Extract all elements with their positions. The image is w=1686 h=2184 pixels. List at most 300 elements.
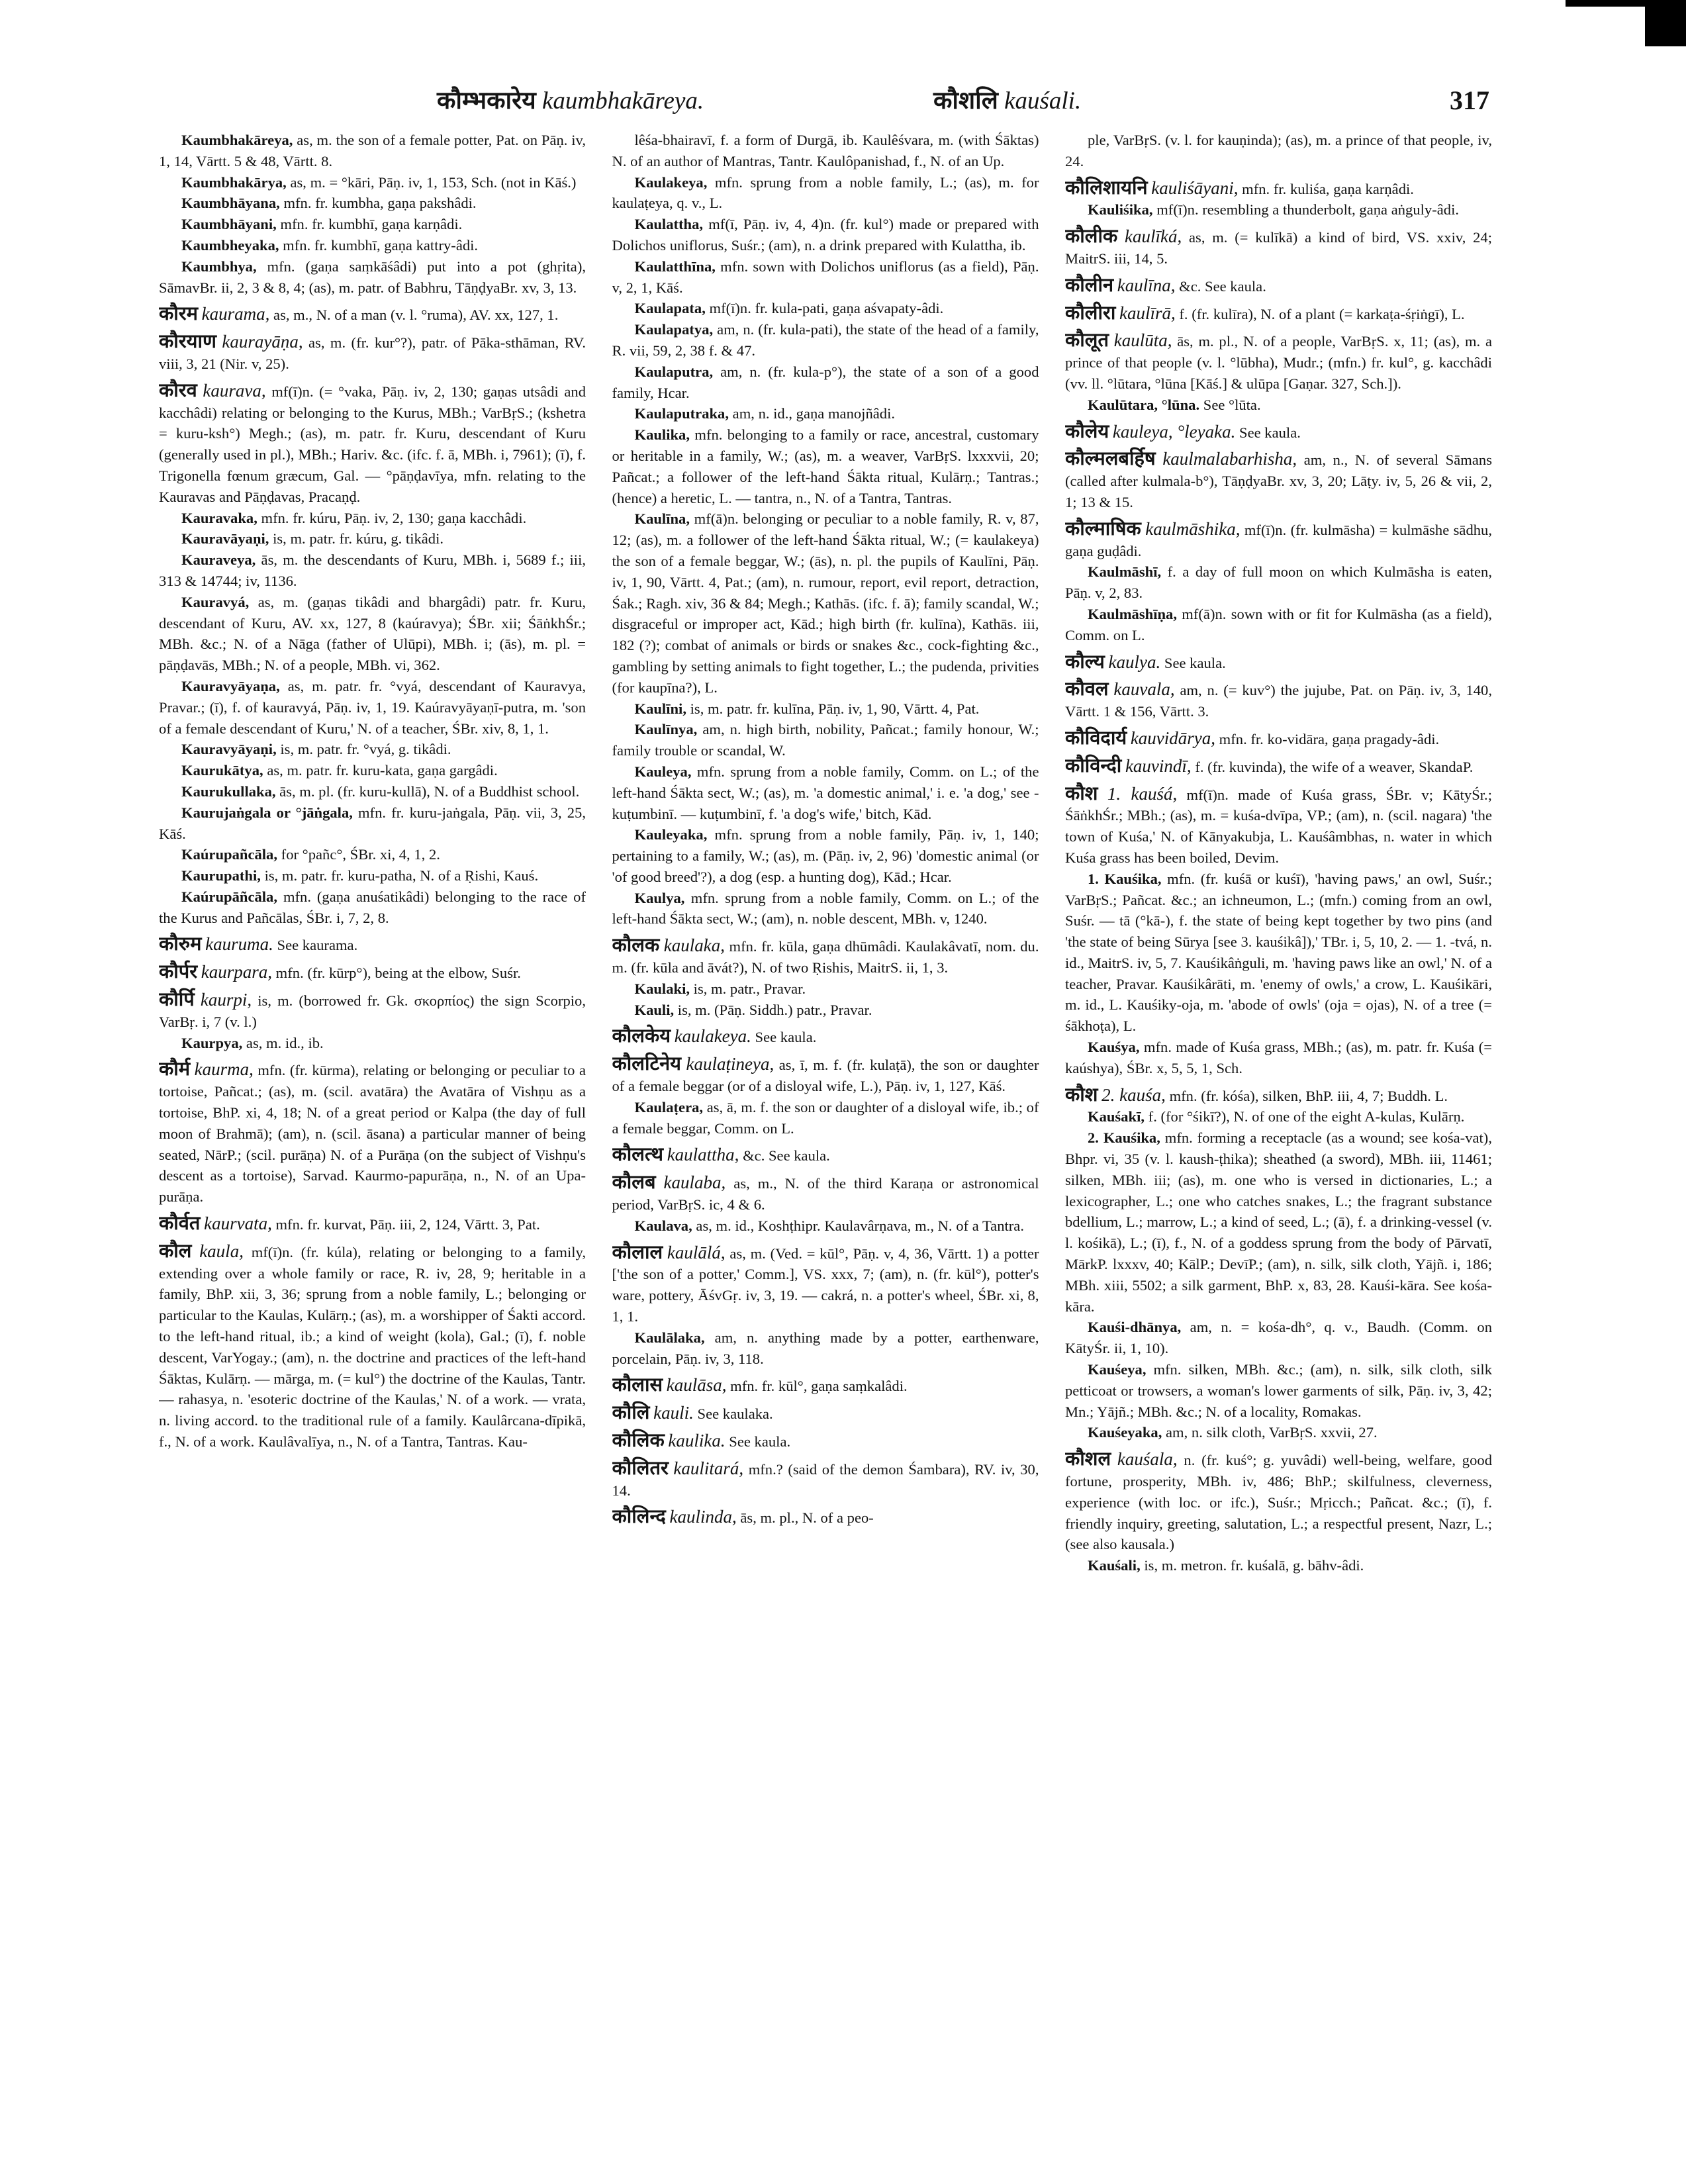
entry-headword: Kaúrupañcāla,	[181, 846, 278, 863]
entry-headword: Kaurujaṅgala or °jāṅgala,	[181, 804, 353, 821]
entry-body: mfn. fr. kumbhī, gaṇa karṇâdi.	[276, 216, 463, 233]
entry-devanagari: कौर्पि	[159, 988, 195, 1011]
entry-lemma: kaula,	[199, 1241, 244, 1261]
entry-body: is, m. (borrowed fr. Gk. σκορπίος) the sign Scorpio, VarBṛ. i, 7 (v. l.)	[159, 992, 586, 1030]
entry-body: mf(ī)n. fr. kula-pati, gaṇa aśvapaty-âdi.	[705, 300, 944, 317]
entry-devanagari: कौलिशायनि	[1065, 175, 1148, 199]
entry-lemma: kauvidārya,	[1130, 728, 1216, 748]
entry-lemma: kauśala,	[1117, 1449, 1178, 1470]
dictionary-entry	[612, 403, 1039, 424]
head-left-devanagari: कौम्भकारेय	[437, 86, 536, 115]
dictionary-entry	[612, 256, 1039, 299]
dictionary-entry-main	[1065, 303, 1492, 325]
entry-headword: Kaurpya,	[181, 1034, 243, 1051]
dictionary-entry-main	[1065, 1448, 1492, 1555]
entry-lemma: kaulattha,	[667, 1145, 739, 1165]
entry-headword: Kaumbheyaka,	[181, 236, 279, 254]
entry-lemma: kaurava,	[203, 380, 266, 401]
dictionary-entry	[1065, 199, 1492, 220]
entry-headword: Kaulaki,	[634, 980, 690, 997]
entry-headword: Kauravāyaṇi,	[181, 530, 269, 547]
entry-body: mfn. fr. ko-vidāra, gaṇa pragady-âdi.	[1215, 730, 1440, 747]
entry-body: mfn. fr. kuru-jaṅgala, Pāṇ. vii, 3, 25, Kāś.	[159, 804, 586, 842]
dictionary-entry-main	[1065, 1084, 1492, 1107]
entry-body: am, n., N. of several Sāmans (called after kulmala-b°), TāṇḍyaBr. xv, 3, 20; Lāṭy. iv, 5, 26 & vii, 2, 1; 13 & 15.	[1065, 451, 1492, 510]
entry-devanagari: कौलास	[612, 1373, 663, 1396]
entry-lemma: kaulakeya.	[674, 1026, 751, 1047]
dictionary-entry	[159, 528, 586, 549]
entry-body: for °pañc°, ŚBr. xi, 4, 1, 2.	[277, 846, 440, 863]
entry-body: as, m. id., Koshṭhipr. Kaulavârṇava, m., N. of a Tantra.	[692, 1217, 1024, 1234]
entry-body: is, m. patr. fr. kulīna, Pāṇ. iv, 1, 90, Vārtt. 4, Pat.	[686, 700, 980, 717]
dictionary-entry	[159, 886, 586, 929]
dictionary-entry	[1065, 1106, 1492, 1127]
entry-devanagari: कौलीरा	[1065, 301, 1116, 324]
entry-headword: Kauleyaka,	[634, 826, 708, 843]
entry-body: See kaurama.	[273, 937, 358, 954]
entry-body: as, m. (Ved. = kūl°, Pāṇ. v, 4, 36, Vārtt. 1) a potter ['the son of a potter,' Comm.], VS. xxx, 7; (am), n. (fr. kūl°), potter's ware, pottery, ĀśvGṛ. iv, 3, 19. — cakrá, n. a potter's wheel, ŚBr. xi, 8, 1, 1.	[612, 1245, 1039, 1325]
entry-headword: Kauśi-dhānya,	[1088, 1319, 1182, 1336]
entry-body: f. (for °śikī?), N. of one of the eight A-kulas, Kulārṇ.	[1145, 1108, 1465, 1125]
dictionary-entry-main	[159, 1241, 586, 1452]
entry-headword: Kaulmāshī,	[1088, 563, 1162, 581]
dictionary-entry	[1065, 1422, 1492, 1443]
entry-body: as, m. (gaṇas tikâdi and bhargâdi) patr. fr. Kuru, descendant of Kuru, AV. xx, 127, 8 (kaúravya); ŚBr. xii; ŚāṅkhŚr.; MBh. &c.; N. of a Nāga (father of Ulūpi), MBh. i; (ās), m. pl. = pāṇḍavās, MBh.; N. of a people, MBh. vi, 362.	[159, 593, 586, 674]
entry-body: mf(ī)n. (fr. kulmāsha) = kulmāshe sādhu, gaṇa guḍâdi.	[1065, 521, 1492, 559]
entry-body: mfn. (gaṇa saṃkāśâdi) put into a pot (ghṛita), SāmavBr. ii, 2, 3 & 8, 4; (as), m. patr. of Babhru, TāṇḍyaBr. xv, 3, 13.	[159, 258, 586, 296]
dictionary-entry	[612, 172, 1039, 214]
entry-headword: Kaulakeya,	[634, 173, 708, 191]
entry-headword: Kauravaka,	[181, 509, 258, 526]
entry-body: mfn. sprung from a noble family, Comm. on L.; of the left-hand Śākta sect, W.; (as), m. 'a domestic animal,' i. e. 'a dog,' see -kuṭumbinī. — kuṭumbinī, f. 'a dog's wife,' bitch, Kād.	[612, 763, 1039, 822]
entry-headword: 1. Kauśika,	[1088, 870, 1162, 887]
dictionary-entry-main	[1065, 651, 1492, 674]
entry-lemma: kaulīká,	[1125, 226, 1182, 247]
entry-headword: Kaulīnya,	[634, 721, 698, 738]
entry-body: mf(ī)n. (fr. kúla), relating or belonging to a family, extending over a whole family or race, R. iv, 28, 9; heritable in a family, BhP. xii, 3, 36; sprung from a noble family, L.; belonging or particular to the Kaulas, Kulārṇ.; (as), m. a worshipper of Śakti accord. to the left-hand ritual, ib.; a kind of weight (kola), Gal.; (ī), f. noble descent, VarYogay.; (am), n. the doctrine and practices of the left-hand Śāktas, Kulārṇ. — mārga, m. (= kul°) the doctrine of the Kaulas, Tantr. — rahasya, n. 'esoteric doctrine of the Kaulas,' N. of a work. — vrata, n. living accord. to the traditional rule of a family. Kaulârcana-dīpikā, f., N. of a work. Kaulâvalīya, n., N. of a Tantra, Tantras. Kau-	[159, 1243, 586, 1450]
dictionary-entry	[1065, 604, 1492, 646]
dictionary-entry-main	[1065, 330, 1492, 394]
entry-headword: Kaumbhakārya,	[181, 173, 287, 191]
dictionary-entry	[612, 824, 1039, 887]
entry-headword: 2. Kauśika,	[1088, 1129, 1160, 1147]
dictionary-entry-main	[612, 1506, 1039, 1529]
head-left	[437, 81, 704, 121]
entry-body: mfn. fr. kūla, gaṇa dhūmâdi. Kaulakâvatī, nom. du. m. (fr. kūla and āvát?), N. of two Ṛishis, MaitrS. ii, 1, 3.	[612, 938, 1039, 976]
entry-body: mf(ī)n. made of Kuśa grass, ŚBr. v; KātyŚr.; ŚāṅkhŚr.; MBh.; (as), m. = kuśa-dvīpa, VP.; (am), n. (scil. nagara) 'the town of Kuśa,' N. of Kānyakubja, L. Kauśâmbhas, n. water in which Kuśa grass has been boiled, Devim.	[1065, 786, 1492, 866]
entry-body: mfn. sprung from a noble family, Pāṇ. iv, 1, 140; pertaining to a family, W.; (as), m. (Pāṇ. iv, 2, 96) 'domestic animal (or 'of good breed'?), a dog (esp. a hunting dog), Kād.; Hcar.	[612, 826, 1039, 885]
entry-headword: Kaúrupāñcāla,	[181, 888, 278, 905]
entry-body: as, ā, m. f. the son or daughter of a disloyal wife, ib.; of a female beggar, Comm. on L.	[612, 1098, 1039, 1137]
entry-body: is, m. metron. fr. kuśalā, g. bāhv-âdi.	[1140, 1557, 1364, 1574]
entry-devanagari: कौश	[1065, 1082, 1098, 1106]
entry-lemma: kaulinda,	[669, 1507, 737, 1527]
entry-body: mfn. (fr. kóśa), silken, BhP. iii, 4, 7; Buddh. L.	[1165, 1087, 1448, 1104]
dictionary-entry-main	[1065, 783, 1492, 869]
entry-body: am, n. (fr. kula-pati), the state of the head of a family, R. vii, 59, 2, 38 f. & 47.	[612, 321, 1039, 359]
dictionary-entry	[1065, 130, 1492, 172]
entry-devanagari: कौलूत	[1065, 328, 1109, 352]
dictionary-columns	[159, 130, 1492, 2162]
entry-lemma: kaulya.	[1108, 651, 1161, 672]
entry-lemma: kaulaṭineya,	[686, 1054, 774, 1074]
entry-lemma: kauruma.	[205, 934, 273, 955]
entry-devanagari: कौर्वत	[159, 1211, 201, 1235]
dictionary-entry	[1065, 1127, 1492, 1317]
entry-body: as, m. patr. fr. kuru-kata, gaṇa gargâdi.	[263, 762, 498, 779]
entry-headword: Kauśeyaka,	[1088, 1424, 1162, 1441]
entry-body: mfn. sprung from a noble family, L.; (as), m. for kaulaṭeya, q. v., L.	[612, 173, 1039, 212]
entry-body: mfn. fr. kūl°, gaṇa saṃkalâdi.	[726, 1378, 908, 1395]
entry-lemma: kaulmalabarhisha,	[1162, 449, 1297, 469]
dictionary-entry-main	[612, 1053, 1039, 1097]
dictionary-entry-main	[612, 1025, 1039, 1048]
entry-body: mfn. (fr. kūrp°), being at the elbow, Suśr.	[272, 965, 521, 982]
dictionary-entry-main	[159, 331, 586, 375]
entry-body: mfn.? (said of the demon Śambara), RV. iv, 30, 14.	[612, 1460, 1039, 1499]
dictionary-entry-main	[1065, 755, 1492, 778]
entry-headword: Kauleya,	[634, 763, 692, 780]
entry-body: is, m. patr., Pravar.	[690, 980, 806, 997]
entry-body: am, n. high birth, nobility, Pañcat.; family honour, W.; family trouble or scandal, W.	[612, 721, 1039, 759]
dictionary-entry	[159, 676, 586, 739]
entry-headword: Kauliśika,	[1088, 201, 1153, 218]
entry-body: ple, VarBṛS. (v. l. for kauṇinda); (as), m. a prince of that people, iv, 24.	[1065, 132, 1492, 169]
dictionary-entry-main	[159, 303, 586, 326]
entry-body: mfn. fr. kumbhī, gaṇa kattry-âdi.	[279, 236, 479, 254]
entry-lemma: kaulāsa,	[666, 1375, 727, 1396]
dictionary-entry-main	[1065, 728, 1492, 750]
entry-body: am, n. anything made by a potter, earthenware, porcelain, Pāṇ. iv, 3, 118.	[612, 1329, 1039, 1367]
dictionary-entry	[612, 1000, 1039, 1021]
entry-headword: Kaumbhāyani,	[181, 216, 277, 233]
dictionary-entry-main	[1065, 226, 1492, 269]
entry-lemma: kaulaba,	[663, 1172, 726, 1193]
entry-headword: Kaulīna,	[634, 510, 690, 528]
entry-headword: Kaumbhāyana,	[181, 195, 280, 212]
dictionary-entry-main	[159, 380, 586, 508]
entry-body: See °lūta.	[1199, 396, 1261, 413]
entry-body: am, n. = kośa-dh°, q. v., Baudh. (Comm. on KātyŚr. ii, 1, 10).	[1065, 1319, 1492, 1357]
dictionary-entry-main	[612, 1242, 1039, 1327]
dictionary-entry-main	[159, 961, 586, 984]
entry-body: mfn. (gaṇa anuśatikâdi) belonging to the race of the Kurus and Pañcālas, ŚBr. i, 7, 2, 8.	[159, 888, 586, 926]
entry-devanagari: कौल्माषिक	[1065, 516, 1141, 540]
dictionary-entry	[612, 424, 1039, 508]
entry-body: mfn. fr. kumbha, gaṇa pakshâdi.	[279, 195, 477, 212]
dictionary-entry-main	[159, 1059, 586, 1208]
dictionary-entry-main	[612, 1144, 1039, 1166]
entry-lemma: kaulika.	[668, 1431, 726, 1451]
entry-devanagari: कौरुम	[159, 932, 202, 955]
entry-headword: Kauśya,	[1088, 1039, 1140, 1056]
entry-headword: Kauśali,	[1088, 1557, 1141, 1574]
entry-body: mfn. fr. kurvat, Pāṇ. iii, 2, 124, Vārtt. 3, Pat.	[271, 1216, 540, 1233]
entry-body: mfn. sown with Dolichos uniflorus (as a field), Pāṇ. v, 2, 1, Kāś.	[612, 258, 1039, 296]
entry-body: as, m. patr. fr. °vyá, descendant of Kauravya, Pravar.; (ī), f. of kauravyá, Pāṇ. iv, 1, 19. Kaúravyāyaṇī-putra, m. 'son of a female descendant of Kuru,' N. of a teacher, ŚBr. xiv, 8, 1, 1.	[159, 677, 586, 737]
entry-body: as, m. (fr. kur°?), patr. of Pāka-sthāman, RV. viii, 3, 21 (Nir. v, 25).	[159, 334, 586, 372]
entry-lemma: kauli.	[653, 1403, 694, 1423]
entry-devanagari: कौलिक	[612, 1429, 665, 1452]
entry-headword: Kaurukātya,	[181, 762, 263, 779]
dictionary-entry	[1065, 395, 1492, 416]
dictionary-entry	[159, 235, 586, 256]
entry-lemma: kaurpi,	[200, 990, 252, 1010]
running-head	[165, 81, 1489, 120]
entry-lemma: kauliśāyani,	[1151, 177, 1239, 198]
dictionary-entry	[159, 802, 586, 845]
entry-lemma: kaulīrā,	[1119, 303, 1176, 323]
dictionary-entry	[159, 1033, 586, 1054]
entry-body: am, n. (fr. kula-p°), the state of a son of a good family, Hcar.	[612, 363, 1039, 401]
dictionary-entry	[612, 888, 1039, 930]
dictionary-entry	[159, 256, 586, 299]
dictionary-entry	[159, 508, 586, 529]
entry-lemma: kaurpara,	[201, 962, 273, 982]
dictionary-entry	[612, 1097, 1039, 1139]
entry-devanagari: कौलक	[612, 933, 660, 957]
dictionary-entry-main	[612, 1402, 1039, 1425]
entry-headword: Kaurukullaka,	[181, 783, 276, 800]
entry-headword: Kaulālaka,	[634, 1329, 705, 1346]
dictionary-entry-main	[612, 935, 1039, 978]
entry-body: ās, m. pl., N. of a peo-	[736, 1509, 874, 1527]
entry-body: lêśa-bhairavī, f. a form of Durgā, ib. Kaulêśvara, m. (with Śāktas) N. of an author of Mantras, Tantr. Kaulôpanishad, f., N. of an Up.	[612, 132, 1039, 169]
entry-body: &c. See kaula.	[1175, 277, 1266, 295]
entry-headword: Kaulapatya,	[634, 321, 714, 338]
entry-body: am, n. silk cloth, VarBṛS. xxvii, 27.	[1162, 1424, 1378, 1441]
entry-body: See kaulaka.	[693, 1405, 773, 1423]
entry-lemma: kaurayāṇa,	[222, 332, 303, 352]
head-right-roman: kauśali.	[1004, 87, 1082, 115]
entry-devanagari: कौलिन्द	[612, 1505, 666, 1528]
head-right-devanagari: कौशलि	[933, 86, 998, 115]
entry-body: mfn. (fr. kuśā or kuśī), 'having paws,' an owl, Suśr.; VarBṛS.; Pañcat. &c.; an ichneumon, L.; (mfn.) coming from an owl, Suśr. — tā (°kā-), f. the state of being kept together by two pins (and 'the state of being Sūrya [see 3. kauśikâ]),' TBr. i, 5, 10, 2. — 1. -tvá, n. id., MaitrS. iv, 5, 7. Kauśikâṅguli, m. 'having paws like an owl,' N. of a teacher, Pravar. Kauśikârāti, m. 'enemy of owls,' a crow, L. Kauśikāri, m. id., L. Kauśiky-oja, m. 'abode of owls' (oja = ojas), N. of a tree (= śākhoṭa), L.	[1065, 870, 1492, 1035]
entry-devanagari: कौरम	[159, 302, 198, 325]
entry-headword: Kauravyá,	[181, 593, 250, 610]
dictionary-entry-main	[1065, 679, 1492, 722]
entry-body: as, m., N. of the third Karaṇa or astronomical period, VarBṛS. ic, 4 & 6.	[612, 1175, 1039, 1213]
dictionary-entry-main	[612, 1172, 1039, 1215]
entry-body: mfn. silken, MBh. &c.; (am), n. silk, silk cloth, silk petticoat or trowsers, a woman's lower garments of silk, Pāṇ. iv, 3, 42; Mn.; Yājñ.; MBh. &c.; N. of a locality, Romakas.	[1065, 1361, 1492, 1420]
entry-headword: Kaulya,	[634, 889, 685, 906]
dictionary-entry-main	[159, 1213, 586, 1235]
dictionary-entry	[159, 549, 586, 592]
entry-headword: Kaulatthīna,	[634, 258, 716, 275]
entry-devanagari: कौर्म	[159, 1057, 191, 1080]
dictionary-entry-main	[159, 989, 586, 1033]
dictionary-entry-main	[1065, 177, 1492, 200]
dictionary-entry	[1065, 1317, 1492, 1359]
entry-lemma: kaurma,	[194, 1059, 254, 1080]
entry-devanagari: कौशल	[1065, 1447, 1111, 1470]
dictionary-entry	[612, 130, 1039, 172]
scan-edge-bar	[1645, 0, 1686, 46]
entry-headword: Kauraveya,	[181, 551, 256, 569]
entry-headword: Kaulapata,	[634, 300, 706, 317]
dictionary-entry	[1065, 1037, 1492, 1079]
entry-body: mf(ī)n. (= °vaka, Pāṇ. iv, 2, 130; gaṇas utsâdi and kacchâdi) relating or belonging to the Kurus, MBh.; VarBṛS.; (kshetra = kuru-ksh°) Megh.; (as), m. patr. fr. Kuru, descendant of Kuru (generally used in pl.), MBh.; Hariv. &c. (ifc. f. ā, MBh. i, 7961); (ī), f. Trigonella fœnum græcum, Gal. — °pāṇḍavīya, mfn. relating to the Kauravas and Pāṇḍavas, Pracaṇḍ.	[159, 383, 586, 505]
entry-body: f. (fr. kulīra), N. of a plant (= karkaṭa-śṛiṅgī), L.	[1175, 305, 1465, 322]
entry-devanagari: कौविन्दी	[1065, 753, 1122, 777]
entry-devanagari: कौलटिनेय	[612, 1052, 681, 1075]
dictionary-entry	[612, 978, 1039, 1000]
entry-lemma: kaulālá,	[667, 1242, 726, 1262]
page-number: 317	[1450, 85, 1489, 115]
entry-body: mf(ā)n. belonging or peculiar to a noble family, R. v, 87, 12; (as), m. a follower of the left-hand Śākta ritual, W.; (= kaulakeya) the son of a female beggar, W.; (ās), n. pl. the pupils of Kaulīni, Pāṇ. iv, 1, 90, Vārtt. 4, Pat.; (am), n. rumour, report, evil report, detraction, Śak.; Ragh. xiv, 36 & 84; Megh.; Kathās. (ifc. f. ā); family scandal, W.; disgraceful or improper act, Kād.; high birth (fr. kulīna), Kathās. iii, 182 (?); combat of animals or birds or snakes &c., cock-fighting &c., gambling by setting animals to fight together, L.; the pudenda, privities (for kaupīna?), L.	[612, 510, 1039, 696]
entry-body: ās, m. pl. (fr. kuru-kullā), N. of a Buddhist school.	[275, 783, 580, 800]
entry-body: am, n. id., gaṇa manojñâdi.	[729, 405, 895, 422]
dictionary-entry-main	[1065, 275, 1492, 297]
entry-body: mf(ī)n. resembling a thunderbolt, gaṇa aṅguly-âdi.	[1152, 201, 1459, 218]
dictionary-entry	[159, 172, 586, 193]
entry-body: as, m. = °kāri, Pāṇ. iv, 1, 153, Sch. (not in Kāś.)	[286, 173, 577, 191]
dictionary-entry	[612, 319, 1039, 361]
entry-lemma: kaulitará,	[673, 1458, 744, 1478]
dictionary-entry-main	[1065, 518, 1492, 562]
dictionary-entry-main	[612, 1458, 1039, 1501]
column-3	[1065, 130, 1492, 2162]
dictionary-entry	[159, 193, 586, 214]
entry-devanagari: कौरयाण	[159, 330, 216, 353]
entry-body: See kaula.	[751, 1029, 817, 1046]
entry-headword: Kauśakī,	[1088, 1108, 1145, 1125]
entry-headword: Kaumbhakāreya,	[181, 132, 293, 148]
entry-body: See kaula.	[1235, 424, 1301, 441]
entry-body: as, m. the son of a female potter, Pat. on Pāṇ. iv, 1, 14, Vārtt. 5 & 48, Vārtt. 8.	[159, 132, 586, 169]
entry-body: f. a day of full moon on which Kulmāsha is eaten, Pāṇ. v, 2, 83.	[1065, 563, 1492, 602]
scan-edge-tick	[1566, 0, 1645, 7]
dictionary-entry	[159, 592, 586, 676]
entry-body: f. (fr. kuvinda), the wife of a weaver, SkandaP.	[1191, 758, 1474, 775]
entry-devanagari: कौलेय	[1065, 419, 1109, 442]
entry-headword: Kauravyāyaṇi,	[181, 741, 277, 758]
entry-headword: Kauravyāyaṇa,	[181, 677, 280, 694]
dictionary-entry-main	[159, 933, 586, 956]
entry-lemma: kaulūta,	[1113, 330, 1172, 351]
entry-body: See kaula.	[1160, 654, 1226, 671]
entry-body: mfn. (fr. kūrma), relating or belonging or peculiar to a tortoise, Pañcat.; (as), m. (scil. avatāra) the Avatāra of Vishṇu as a tortoise, BhP. xi, 4, 18; N. of a great period or Kalpa (the day of full moon of Brahmā); (am), n. (scil. āsana) a particular manner of being seated, NārP.; (scil. purāṇa) N. of a Purāṇa (on the subject of Vishṇu's descent as a tortoise), Sarvad. Kaurmo-papurāṇa, n., N. of an Upa-purāṇa.	[159, 1062, 586, 1206]
entry-devanagari: कौविदार्य	[1065, 726, 1127, 749]
dictionary-entry	[612, 214, 1039, 256]
entry-body: is, m. patr. fr. kúru, g. tikâdi.	[269, 530, 444, 547]
entry-body: as, m. (= kulīkā) a kind of bird, VS. xxiv, 24; MaitrS. iii, 14, 5.	[1065, 229, 1492, 267]
dictionary-entry	[612, 1327, 1039, 1370]
entry-body: mfn. sprung from a noble family, Comm. on L.; of the left-hand Śākta sect, W.; (am), n. noble descent, MBh. v, 1240.	[612, 889, 1039, 927]
entry-body: is, m. patr. fr. kuru-patha, N. of a Ṛishi, Kauś.	[260, 867, 539, 884]
entry-lemma: 2. kauśa,	[1101, 1084, 1166, 1105]
column-1	[159, 130, 586, 2162]
entry-devanagari: कौलीन	[1065, 273, 1114, 296]
entry-body: n. (fr. kuś°; g. yuvâdi) well-being, welfare, good fortune, prosperity, MBh. iv, 486; BhP.; skilfulness, cleverness, experience (with loc. or ifc.), Suśr.; Mṛicch.; Pañcat. &c.; (ī), f. friendly inquiry, greeting, salutation, L.; a respectful present, Nazr, L.; (see also kausala.)	[1065, 1452, 1492, 1553]
head-right	[933, 81, 1081, 121]
dictionary-entry	[612, 698, 1039, 720]
entry-devanagari: कौलीक	[1065, 224, 1118, 248]
dictionary-entry	[1065, 869, 1492, 1037]
dictionary-entry-main	[612, 1430, 1039, 1452]
dictionary-entry	[159, 844, 586, 865]
entry-body: mfn. fr. kúru, Pāṇ. iv, 2, 130; gaṇa kacchâdi.	[257, 509, 527, 526]
entry-devanagari: कौलि	[612, 1401, 650, 1424]
dictionary-entry	[159, 781, 586, 802]
dictionary-entry-main	[1065, 421, 1492, 444]
entry-headword: Kauśeya,	[1088, 1361, 1147, 1378]
entry-body: See kaula.	[725, 1433, 791, 1450]
entry-body: as, ī, m. f. (fr. kulaṭā), the son or daughter of a female beggar (or of a disloyal wife, L.), Pāṇ. iv, 1, 127, Kāś.	[612, 1057, 1039, 1095]
entry-lemma: kauvala,	[1113, 679, 1175, 700]
entry-devanagari: कौलत्थ	[612, 1143, 664, 1166]
entry-headword: Kaulava,	[634, 1217, 692, 1234]
dictionary-entry	[159, 130, 586, 172]
entry-body: mfn. fr. kuliśa, gaṇa karṇâdi.	[1238, 180, 1414, 197]
entry-body: is, m. (Pāṇ. Siddh.) patr., Pravar.	[674, 1001, 872, 1018]
dictionary-entry	[1065, 1555, 1492, 1576]
entry-headword: Kaulīni,	[634, 700, 686, 717]
entry-lemma: kaurama,	[201, 304, 270, 324]
entry-devanagari: कौरव	[159, 378, 197, 401]
entry-devanagari: कौश	[1065, 781, 1098, 804]
entry-headword: Kaulika,	[634, 426, 690, 444]
entry-body: mfn. belonging to a family or race, ancestral, customary or heritable in a family, W.; (as), m. a weaver, VarBṛS. lxxxvii, 20; Pañcat.; a follower of the left-hand Śākta ritual, Kulārṇ.; Tantras.; (hence) a heretic, L. — tantra, n., N. of a Tantra, Tantras.	[612, 426, 1039, 506]
entry-headword: Kauli,	[634, 1001, 675, 1018]
head-left-roman: kaumbhakāreya.	[541, 87, 704, 115]
entry-lemma: kaurvata,	[204, 1213, 272, 1234]
dictionary-entry	[612, 361, 1039, 404]
entry-headword: Kaumbhya,	[181, 258, 257, 275]
dictionary-entry	[612, 298, 1039, 319]
entry-devanagari: कौर्पर	[159, 960, 198, 983]
dictionary-entry	[1065, 561, 1492, 604]
entry-headword: Kaulaputra,	[634, 363, 714, 380]
entry-body: mfn. forming a receptacle (as a wound; see kośa-vat), Bhpr. vi, 35 (v. l. kaush-ṭhika); sheathed (a sword), MBh. iii, 11461; silken, MBh. iii; (as), m. one who is versed in dictionaries, L.; a lexicographer, L.; one who catches snakes, L.; the fragrant substance bdellium, L.; marrow, L.; a kind of seed, L.; (ā), f. a drinking-vessel (v. l. kośikā), L.; (ī), f., N. of a goddess sprung from the body of Pārvatī, MārkP. lxxxv, 40; KālP.; DevīP.; (am), n. silk, silk cloth, Yājñ. i, 186; MBh. xiii, 5502; a silk garment, BhP. x, 83, 28. Kauśi-kāra. See kośa-kāra.	[1065, 1129, 1492, 1315]
entry-devanagari: कौल्मलबर्हिष	[1065, 447, 1156, 470]
entry-devanagari: कौल	[159, 1239, 192, 1262]
dictionary-entry	[612, 719, 1039, 761]
dictionary-entry	[612, 508, 1039, 698]
entry-headword: Kaulattha,	[634, 216, 704, 233]
entry-body: mf(ā)n. sown with or fit for Kulmāsha (as a field), Comm. on L.	[1065, 605, 1492, 643]
entry-devanagari: कौलकेय	[612, 1024, 671, 1047]
entry-headword: Kaulūtara, °lūna.	[1088, 396, 1200, 413]
entry-lemma: kauleya, °leyaka.	[1112, 421, 1236, 442]
dictionary-entry	[1065, 1359, 1492, 1422]
dictionary-entry	[159, 739, 586, 760]
entry-body: am, n. (= kuv°) the jujube, Pat. on Pāṇ. iv, 3, 140, Vārtt. 1 & 156, Vārtt. 3.	[1065, 682, 1492, 720]
entry-body: ās, m. the descendants of Kuru, MBh. i, 5689 f.; iii, 313 & 14744; iv, 1136.	[159, 551, 586, 589]
entry-body: as, m., N. of a man (v. l. °ruma), AV. xx, 127, 1.	[269, 307, 559, 324]
entry-lemma: kaulmāshika,	[1145, 518, 1241, 539]
dictionary-entry-main	[1065, 448, 1492, 512]
column-2	[612, 130, 1039, 2162]
entry-headword: Kaulaṭera,	[634, 1098, 704, 1116]
entry-body: as, m. id., ib.	[242, 1034, 324, 1051]
entry-devanagari: कौलब	[612, 1170, 656, 1194]
entry-devanagari: कौवल	[1065, 677, 1109, 700]
entry-devanagari: कौल्य	[1065, 649, 1105, 673]
entry-body: is, m. patr. fr. °vyá, g. tikâdi.	[276, 741, 451, 758]
entry-body: ās, m. pl., N. of a people, VarBṛS. x, 11; (as), m. a prince of that people (v. l. °lūbha), Mudr.; (mfn.) fr. kul°, g. kacchâdi (vv. ll. °lūtara, °lūna [Kāś.] & ulūpa [Gaṇar. 327, Sch.]).	[1065, 333, 1492, 392]
dictionary-entry	[159, 865, 586, 886]
entry-body: &c. See kaula.	[739, 1147, 830, 1164]
entry-lemma: kaulaka,	[663, 935, 725, 956]
dictionary-entry-main	[612, 1374, 1039, 1397]
dictionary-entry	[612, 761, 1039, 824]
entry-devanagari: कौलितर	[612, 1456, 669, 1479]
entry-headword: Kaurupathi,	[181, 867, 261, 884]
entry-body: mf(ī, Pāṇ. iv, 4, 4)n. (fr. kul°) made or prepared with Dolichos uniflorus, Suśr.; (am), n. a drink prepared with Kulattha, ib.	[612, 216, 1039, 254]
dictionary-entry	[612, 1215, 1039, 1237]
entry-lemma: 1. kauśá,	[1107, 783, 1178, 804]
